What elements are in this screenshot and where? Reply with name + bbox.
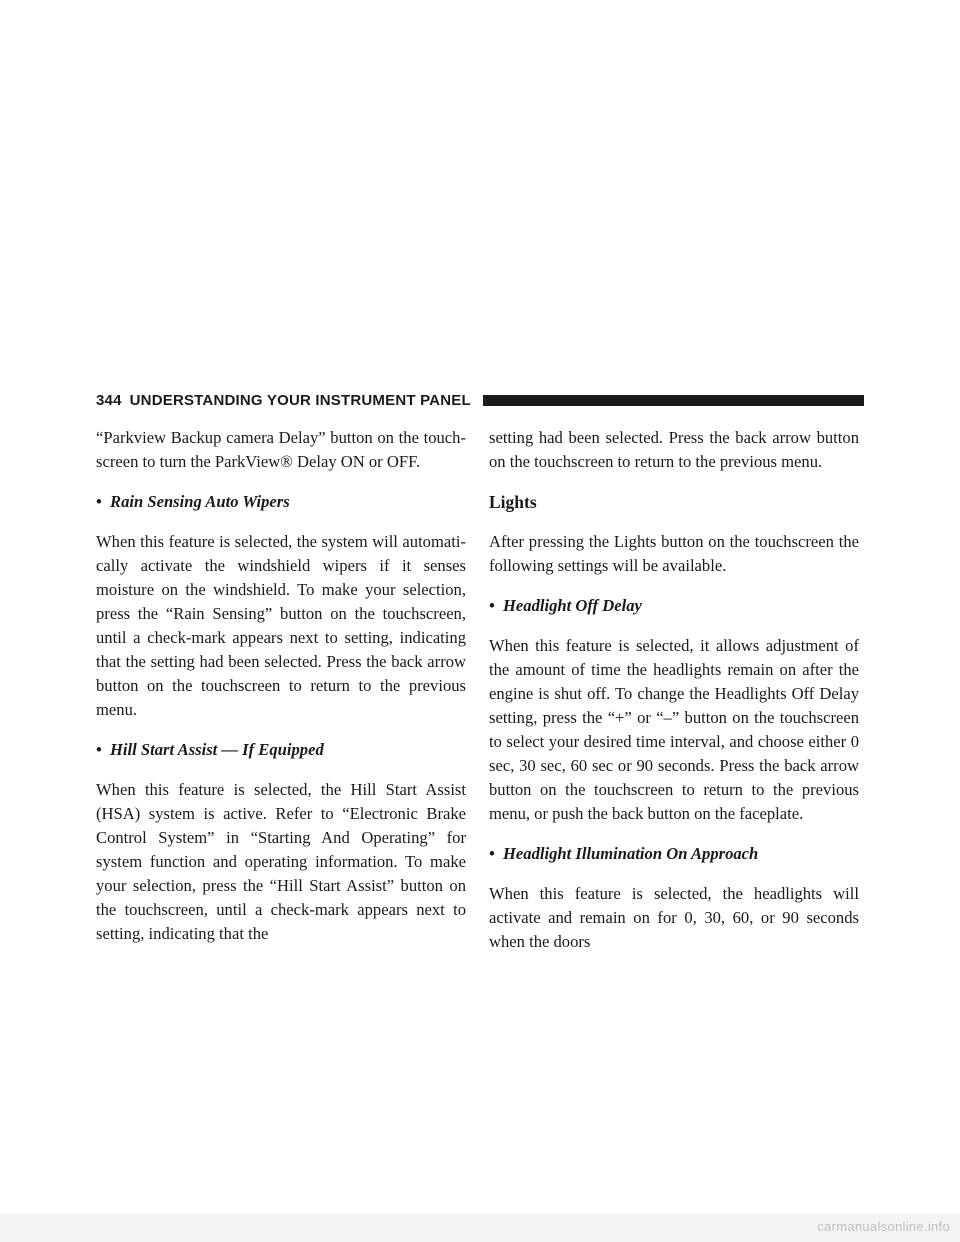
bullet-item: [489, 594, 859, 618]
paragraph: When this feature is selected, the system will automati-cally activate the windshield wipers if it senses moisture on the windshield. To make your selection, press the “Rain Sensing” button on the touchscreen, until a check-mark appears next to setting, indicating that the setting had been selected. Press the back arrow button on the touchscreen to return to the previous menu.: [96, 532, 466, 719]
right-column: [489, 426, 859, 954]
footer-bar: [0, 1214, 960, 1242]
left-column: [96, 426, 466, 946]
paragraph: When this feature is selected, the Hill Start Assist (HSA) system is active. Refer to “Electronic Brake Control System” in “Starting And Operating” for system function and operating information. To make your selection, press the “Hill Start Assist” button on the touchscreen, until a check-mark appears next to setting, indicating that the: [96, 780, 466, 943]
page-header: [96, 389, 864, 411]
bullet-label: Rain Sensing Auto Wipers: [110, 492, 290, 511]
paragraph: When this feature is selected, it allows adjustment of the amount of time the headlights remain on after the engine is shut off. To change the Headlights Off Delay setting, press the “+” or “–” button on the touchscreen to select your desired time interval, and choose either 0 sec, 30 sec, 60 sec or 90 seconds. Press the back arrow button on the touchscreen to return to the previous menu, or push the back button on the faceplate.: [489, 636, 859, 823]
bullet-icon: •: [96, 740, 102, 759]
header-rule: [483, 395, 864, 406]
paragraph: After pressing the Lights button on the touchscreen the following settings will be available.: [489, 532, 859, 575]
watermark-text: carmanualsonline.info: [817, 1219, 950, 1234]
bullet-icon: •: [489, 596, 495, 615]
bullet-item: [96, 738, 466, 762]
bullet-label: Headlight Off Delay: [503, 596, 642, 615]
paragraph: “Parkview Backup camera Delay” button on the touch-screen to turn the ParkView® Delay ON or OFF.: [96, 428, 466, 471]
bullet-icon: •: [96, 492, 102, 511]
bullet-item: [96, 490, 466, 514]
section-heading: Lights: [489, 492, 537, 512]
bullet-item: [489, 842, 859, 866]
bullet-label: Hill Start Assist — If Equipped: [110, 740, 324, 759]
paragraph: setting had been selected. Press the back arrow button on the touchscreen to return to the previous menu.: [489, 428, 859, 471]
section-title: UNDERSTANDING YOUR INSTRUMENT PANEL: [129, 391, 471, 409]
bullet-icon: •: [489, 844, 495, 863]
paragraph: When this feature is selected, the headlights will activate and remain on for 0, 30, 60, or 90 seconds when the doors: [489, 884, 859, 951]
page-number: 344: [96, 391, 122, 409]
bullet-label: Headlight Illumination On Approach: [503, 844, 759, 863]
